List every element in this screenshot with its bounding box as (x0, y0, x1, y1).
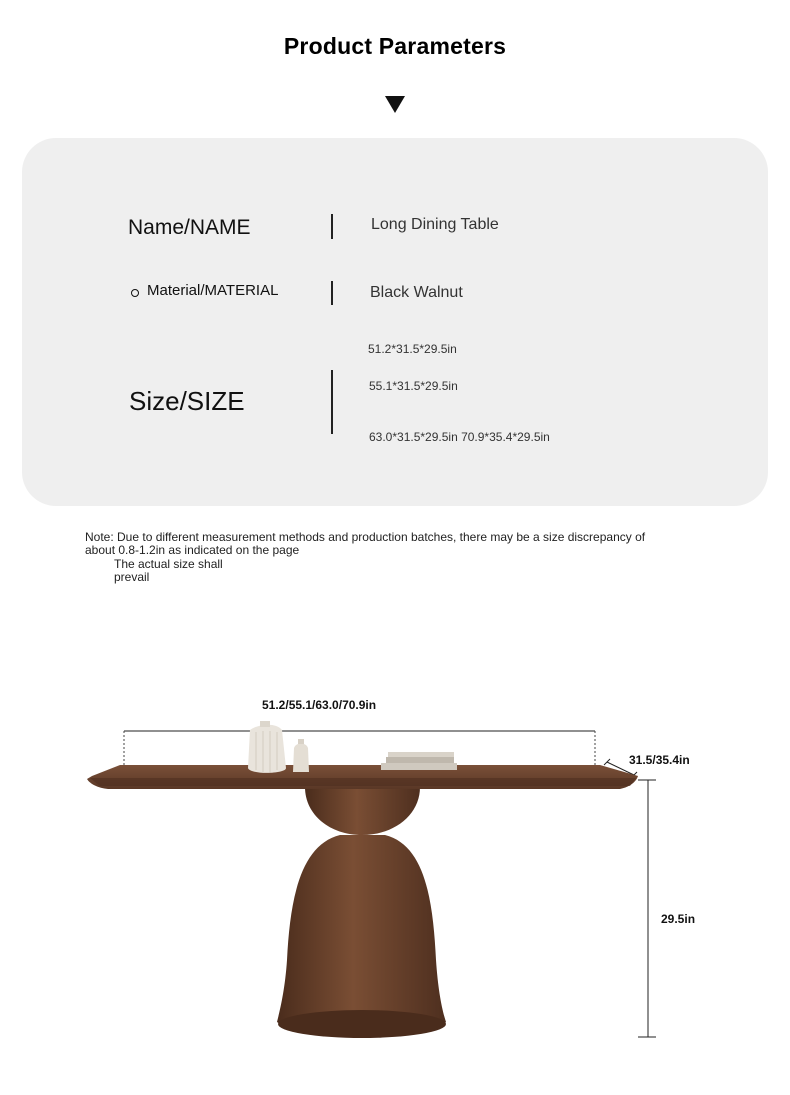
width-dimension-label: 51.2/55.1/63.0/70.9in (262, 698, 377, 712)
size-note-prevail: The actual size shall prevail (114, 557, 223, 584)
page-title: Product Parameters (283, 33, 507, 59)
bullet-icon (131, 289, 139, 297)
table-illustration (0, 680, 790, 1060)
size-label: Size/SIZE (129, 386, 245, 416)
material-label: Material/MATERIAL (147, 282, 279, 299)
depth-dimension-label: 31.5/35.4in (629, 753, 690, 767)
width-dimension-line (124, 731, 595, 766)
parameters-panel (22, 138, 768, 506)
size-note: Note: Due to different measurement methods and production batches, there may be a size discrepancy of about 0.8-1.2in as indicated on the page (85, 530, 646, 557)
down-triangle-icon (385, 96, 405, 113)
name-label: Name/NAME (128, 216, 251, 239)
material-value: Black Walnut (370, 284, 463, 301)
size-option: 55.1*31.5*29.5in (369, 379, 458, 393)
table-base (277, 835, 446, 1036)
small-vase-decor (293, 739, 309, 772)
table-sphere (305, 787, 420, 835)
size-option: 63.0*31.5*29.5in 70.9*35.4*29.5in (369, 430, 550, 444)
divider (331, 281, 333, 305)
name-value: Long Dining Table (371, 216, 499, 233)
divider (331, 370, 333, 434)
books-decor (381, 752, 457, 770)
vase-decor (248, 721, 286, 773)
size-option: 51.2*31.5*29.5in (368, 342, 457, 356)
divider (331, 214, 333, 239)
height-dimension-label: 29.5in (661, 912, 696, 926)
height-dimension-line (638, 780, 656, 1037)
